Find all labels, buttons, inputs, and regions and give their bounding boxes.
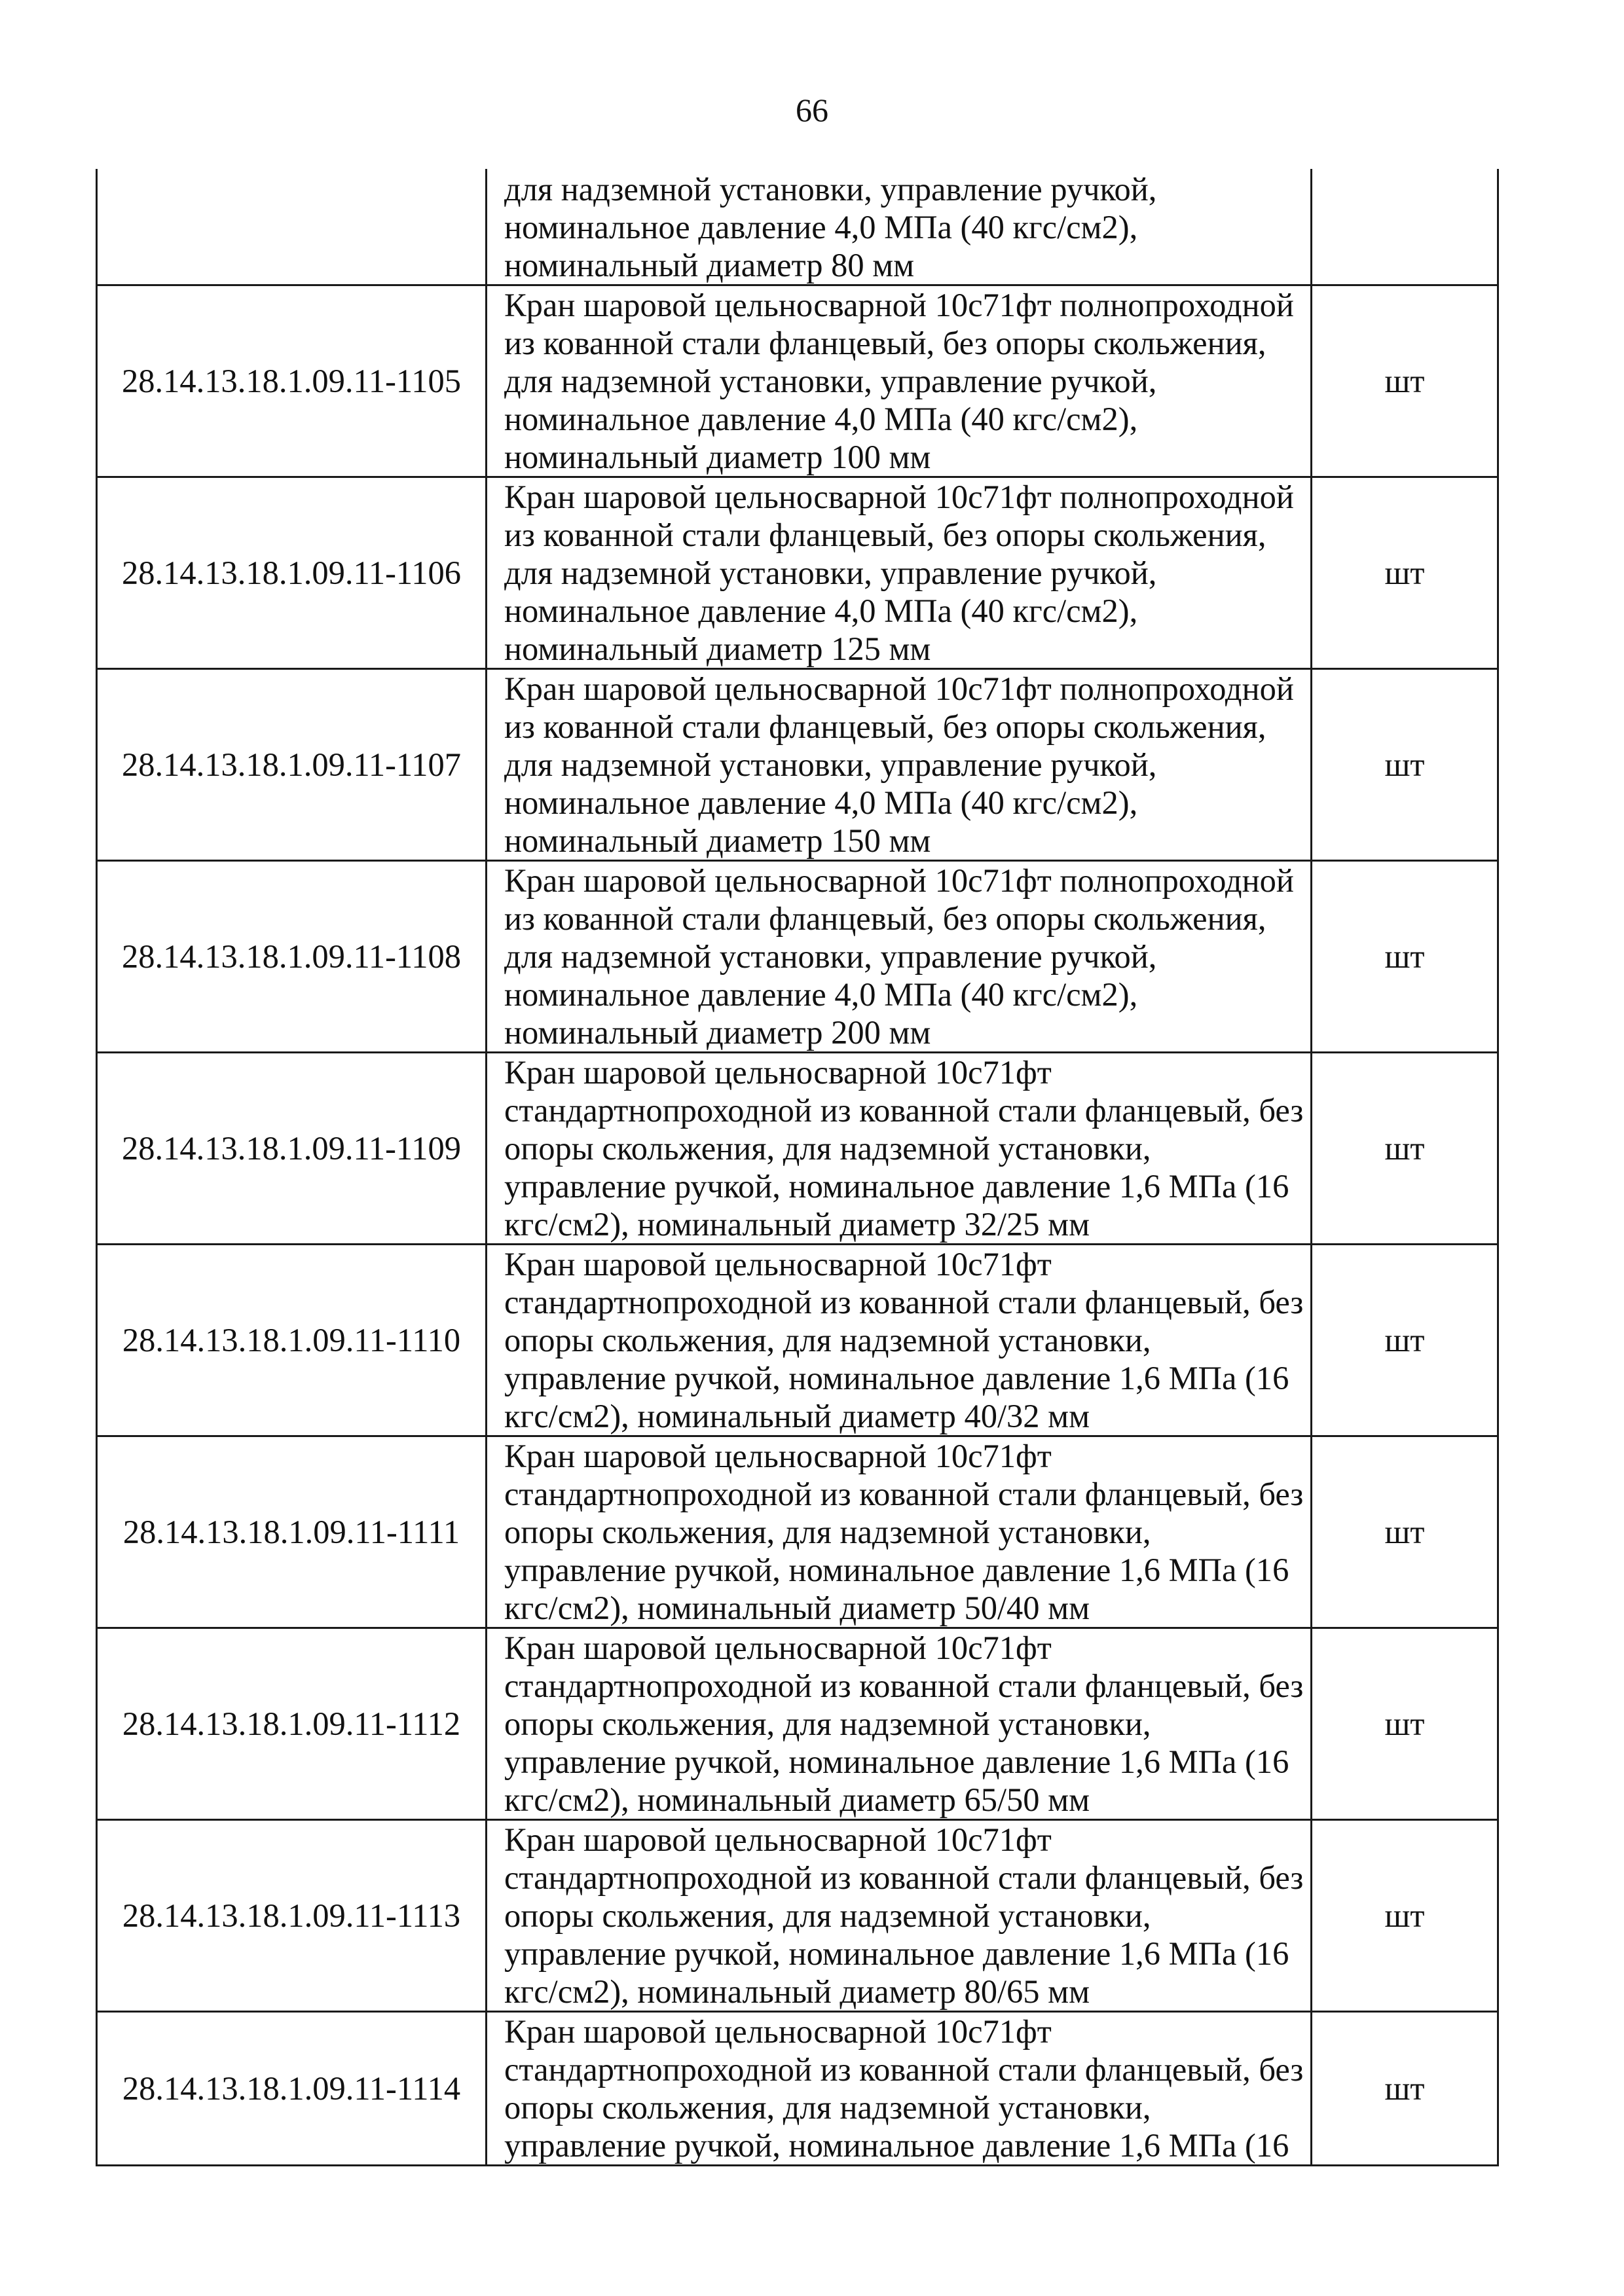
description-line: номинальный диаметр 100 мм [504, 439, 931, 475]
description-line: из кованной стали фланцевый, без опоры скольжения, [504, 325, 1266, 361]
unit-cell: шт [1312, 477, 1498, 669]
unit-cell: шт [1312, 2012, 1498, 2166]
description-line: Кран шаровой цельносварной 10с71фт полнопроходной [504, 287, 1294, 323]
resource-description-cell [487, 861, 1312, 1053]
description-line: стандартнопроходной из кованной стали фланцевый, без [504, 1476, 1304, 1512]
description-line: Кран шаровой цельносварной 10с71фт [504, 1438, 1052, 1474]
unit-cell: шт [1312, 861, 1498, 1053]
page-number: 66 [796, 92, 828, 128]
resource-code-cell: 28.14.13.18.1.09.11-1108 [97, 861, 487, 1053]
description-line: из кованной стали фланцевый, без опоры скольжения, [504, 517, 1266, 553]
table-row [97, 285, 1498, 477]
resource-description-cell [487, 1820, 1312, 2012]
resource-code-cell: 28.14.13.18.1.09.11-1111 [97, 1436, 487, 1628]
description-line: номинальное давление 4,0 МПа (40 кгс/см2), [504, 209, 1138, 246]
resource-code-cell: 28.14.13.18.1.09.11-1112 [97, 1628, 487, 1820]
description-line: Кран шаровой цельносварной 10с71фт полнопроходной [504, 862, 1294, 899]
description-line: опоры скольжения, для надземной установки, [504, 1705, 1151, 1742]
resource-description-cell [487, 1053, 1312, 1245]
description-line: номинальное давление 4,0 МПа (40 кгс/см2), [504, 401, 1138, 437]
description-line: номинальный диаметр 80 мм [504, 247, 915, 283]
resource-code-cell: 28.14.13.18.1.09.11-1106 [97, 477, 487, 669]
table-row [97, 1436, 1498, 1628]
description-line: для надземной установки, управление ручкой, [504, 171, 1157, 208]
resource-description-cell [487, 285, 1312, 477]
description-line: для надземной установки, управление ручкой, [504, 746, 1157, 783]
unit-cell: шт [1312, 285, 1498, 477]
description-line: стандартнопроходной из кованной стали фланцевый, без [504, 1859, 1304, 1896]
resource-code-cell: 28.14.13.18.1.09.11-1113 [97, 1820, 487, 2012]
description-line: опоры скольжения, для надземной установки, [504, 1514, 1151, 1550]
resource-description-cell [487, 669, 1312, 861]
description-line: номинальный диаметр 200 мм [504, 1014, 931, 1051]
description-line: номинальный диаметр 125 мм [504, 630, 931, 667]
description-line: стандартнопроходной из кованной стали фланцевый, без [504, 1284, 1304, 1321]
description-line: кгс/см2), номинальный диаметр 32/25 мм [504, 1206, 1090, 1243]
description-line: стандартнопроходной из кованной стали фланцевый, без [504, 1092, 1304, 1129]
description-line: стандартнопроходной из кованной стали фланцевый, без [504, 1667, 1304, 1704]
unit-cell: шт [1312, 1628, 1498, 1820]
resource-description-cell [487, 1245, 1312, 1436]
resource-table [96, 169, 1499, 2166]
description-line: для надземной установки, управление ручкой, [504, 555, 1157, 591]
resource-table-body [97, 169, 1498, 2166]
description-line: управление ручкой, номинальное давление 1,6 МПа (16 [504, 1743, 1289, 1780]
table-row [97, 1628, 1498, 1820]
table-row [97, 1820, 1498, 2012]
resource-code-cell: 28.14.13.18.1.09.11-1114 [97, 2012, 487, 2166]
description-line: Кран шаровой цельносварной 10с71фт полнопроходной [504, 479, 1294, 515]
description-line: номинальное давление 4,0 МПа (40 кгс/см2), [504, 784, 1138, 821]
table-row [97, 477, 1498, 669]
description-line: для надземной установки, управление ручкой, [504, 363, 1157, 399]
description-line: опоры скольжения, для надземной установки, [504, 1897, 1151, 1934]
description-line: кгс/см2), номинальный диаметр 50/40 мм [504, 1590, 1090, 1626]
resource-description-cell [487, 1436, 1312, 1628]
resource-code-cell: 28.14.13.18.1.09.11-1110 [97, 1245, 487, 1436]
resource-description-cell [487, 2012, 1312, 2166]
description-line: из кованной стали фланцевый, без опоры скольжения, [504, 900, 1266, 937]
description-line: управление ручкой, номинальное давление 1,6 МПа (16 [504, 1935, 1289, 1972]
resource-description-cell [487, 169, 1312, 285]
description-line: опоры скольжения, для надземной установки, [504, 2089, 1151, 2126]
description-line: кгс/см2), номинальный диаметр 65/50 мм [504, 1781, 1090, 1818]
table-row [97, 169, 1498, 285]
unit-cell: шт [1312, 669, 1498, 861]
unit-cell: шт [1312, 1436, 1498, 1628]
description-line: Кран шаровой цельносварной 10с71фт [504, 1821, 1052, 1858]
description-line: опоры скольжения, для надземной установки, [504, 1322, 1151, 1358]
description-line: опоры скольжения, для надземной установки, [504, 1130, 1151, 1167]
unit-cell: шт [1312, 1820, 1498, 2012]
table-row [97, 1245, 1498, 1436]
description-line: номинальный диаметр 150 мм [504, 822, 931, 859]
resource-code-cell: 28.14.13.18.1.09.11-1107 [97, 669, 487, 861]
description-line: кгс/см2), номинальный диаметр 40/32 мм [504, 1398, 1090, 1434]
description-line: Кран шаровой цельносварной 10с71фт полнопроходной [504, 670, 1294, 707]
description-line: Кран шаровой цельносварной 10с71фт [504, 1054, 1052, 1091]
resource-description-cell [487, 1628, 1312, 1820]
unit-cell: шт [1312, 1245, 1498, 1436]
table-row [97, 669, 1498, 861]
table-row [97, 861, 1498, 1053]
resource-description-cell [487, 477, 1312, 669]
description-line: для надземной установки, управление ручкой, [504, 938, 1157, 975]
unit-cell: шт [1312, 1053, 1498, 1245]
description-line: Кран шаровой цельносварной 10с71фт [504, 1246, 1052, 1283]
description-line: управление ручкой, номинальное давление 1,6 МПа (16 [504, 2127, 1289, 2164]
resource-code-cell: 28.14.13.18.1.09.11-1105 [97, 285, 487, 477]
table-row [97, 1053, 1498, 1245]
description-line: из кованной стали фланцевый, без опоры скольжения, [504, 708, 1266, 745]
description-line: управление ручкой, номинальное давление 1,6 МПа (16 [504, 1168, 1289, 1205]
description-line: номинальное давление 4,0 МПа (40 кгс/см2), [504, 592, 1138, 629]
unit-cell [1312, 169, 1498, 285]
table-row [97, 2012, 1498, 2166]
resource-code-cell [97, 169, 487, 285]
description-line: номинальное давление 4,0 МПа (40 кгс/см2), [504, 976, 1138, 1013]
description-line: кгс/см2), номинальный диаметр 80/65 мм [504, 1973, 1090, 2010]
description-line: Кран шаровой цельносварной 10с71фт [504, 2013, 1052, 2050]
description-line: управление ручкой, номинальное давление 1,6 МПа (16 [504, 1360, 1289, 1396]
description-line: стандартнопроходной из кованной стали фланцевый, без [504, 2051, 1304, 2088]
description-line: Кран шаровой цельносварной 10с71фт [504, 1630, 1052, 1666]
description-line: управление ручкой, номинальное давление 1,6 МПа (16 [504, 1552, 1289, 1588]
resource-code-cell: 28.14.13.18.1.09.11-1109 [97, 1053, 487, 1245]
